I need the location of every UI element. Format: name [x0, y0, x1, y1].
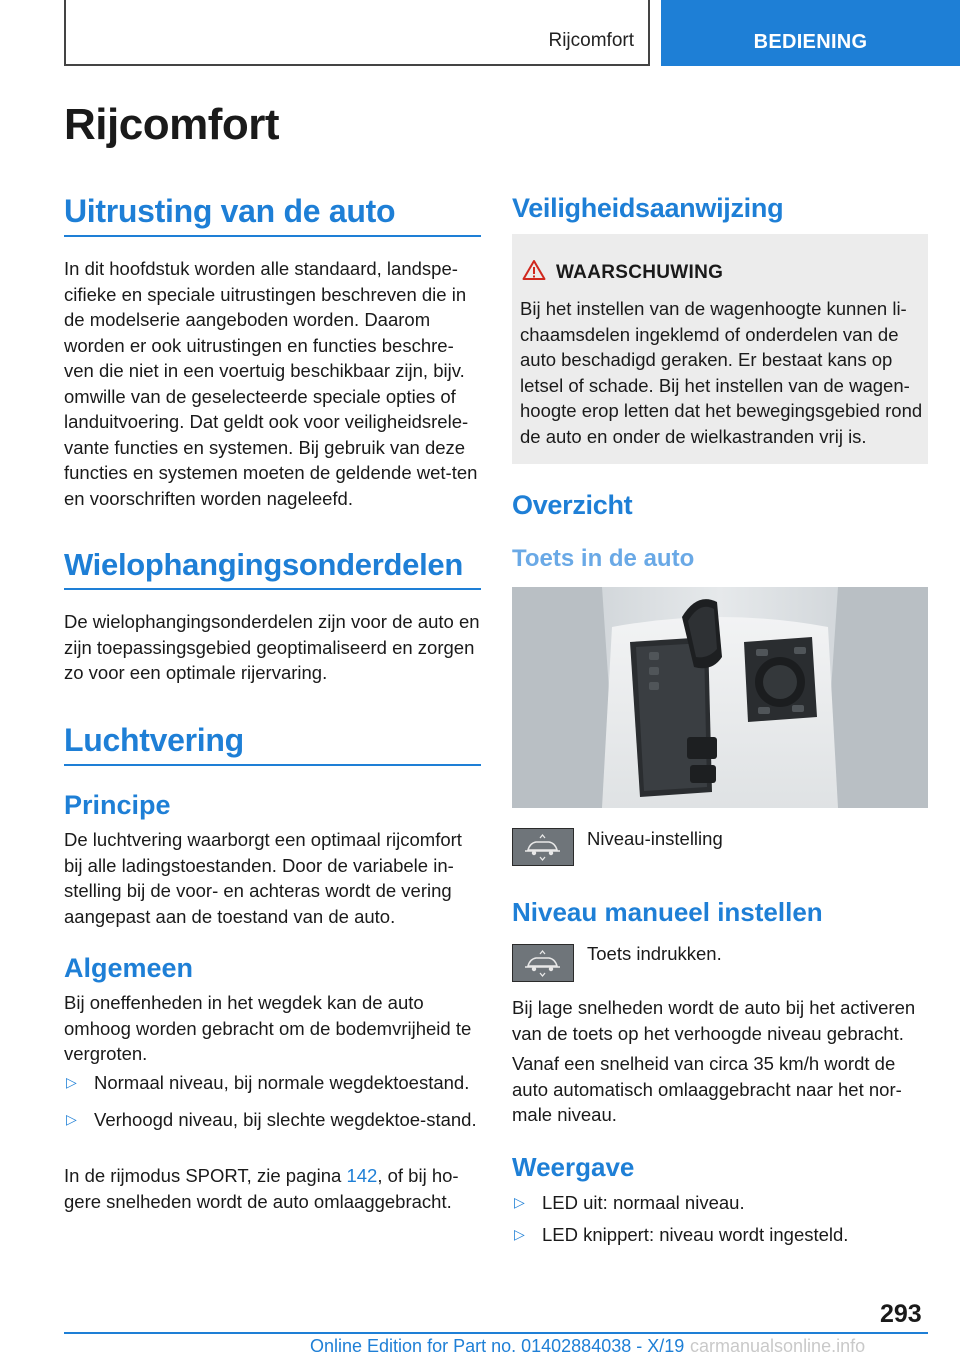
suspension-parts-text: De wielophangingsonderdelen zijn voor de auto en zijn toepassingsgebied geoptimaliseerd en zorgen zo voor een optimale rijervaring. — [64, 611, 480, 683]
warning-box — [512, 234, 928, 464]
subsection-title-principle: Principe — [64, 790, 171, 820]
manual-caption: Toets indrukken. — [587, 943, 722, 964]
header-chapter-tab — [661, 0, 960, 66]
manual-text-1: Bij lage snelheden wordt de auto bij het activeren van de toets op het verhoogde niveau gebracht. — [512, 997, 916, 1044]
warning-label: WAARSCHUWING — [556, 262, 724, 283]
section-rule — [64, 588, 481, 590]
warning-triangle-icon — [522, 259, 546, 281]
list-item: ▷ Normaal niveau, bij normale wegdektoestand. — [64, 1070, 481, 1096]
header-chapter-label: BEDIENING — [753, 31, 868, 53]
footer-rule — [64, 1332, 928, 1334]
page-link-142[interactable]: 142 — [346, 1165, 378, 1186]
level-adjust-button-icon — [512, 944, 574, 982]
header-section-box — [64, 0, 650, 66]
section-title-suspension-parts: Wielophangingsonderdelen — [64, 547, 463, 582]
button-caption: Niveau-instelling — [587, 828, 723, 849]
list-item: ▷ LED knippert: niveau wordt ingesteld. — [512, 1222, 928, 1248]
general-text: Bij oneffenheden in het wegdek kan de auto omhoog worden gebracht om de bodemvrijheid te vergroten. — [64, 992, 472, 1064]
triangle-bullet-icon: ▷ — [66, 1074, 77, 1090]
section-title-safety: Veiligheidsaanwijzing — [512, 193, 784, 223]
list-item: ▷ LED uit: normaal niveau. — [512, 1190, 928, 1216]
page-number: 293 — [880, 1300, 922, 1328]
section-title-overview: Overzicht — [512, 490, 633, 520]
section-rule — [64, 764, 481, 766]
triangle-bullet-icon: ▷ — [66, 1111, 77, 1127]
triangle-bullet-icon: ▷ — [514, 1226, 525, 1242]
footer-edition: Online Edition for Part no. 01402884038 - X/19 — [310, 1336, 685, 1356]
equipment-text: In dit hoofdstuk worden alle standaard, landspe-cifieke en speciale uitrustingen beschreven die in de modelserie aangeboden worden. Daarom worden er ook uitrustingen en functies beschre-ven die niet in een voertuig beschikbaar zijn, bijv. omwille van de geselecteerde speciale opties of landuitvoering. Dat geldt ook voor veiligheidsrele-vante functies en systemen. Bij gebruik van deze functies en systemen moeten de geldende wet-ten en voorschriften worden nageleefd. — [64, 258, 478, 509]
section-title-equipment: Uitrusting van de auto — [64, 193, 396, 229]
subsection-title-general: Algemeen — [64, 953, 194, 983]
subsection-title-display: Weergave — [512, 1152, 635, 1182]
section-title-air-suspension: Luchtvering — [64, 722, 244, 758]
warning-text: Bij het instellen van de wagenhoogte kunnen li-chaamsdelen ingeklemd of onderdelen van de auto beschadigd geraken. Er bestaat kans op letsel of schade. Bij het instellen van de wagen-hoogte erop letten dat het bewegingsgebied rond de auto en onder de wielkastranden vrij is. — [520, 298, 923, 447]
list-item: ▷ Verhoogd niveau, bij slechte wegdektoe-stand. — [64, 1107, 481, 1133]
footer-watermark: carmanualsonline.info — [690, 1336, 866, 1356]
page-title: Rijcomfort — [64, 100, 279, 149]
level-adjust-button-icon — [512, 828, 574, 866]
triangle-bullet-icon: ▷ — [514, 1194, 525, 1210]
subsection-title-manual-level: Niveau manueel instellen — [512, 897, 823, 927]
manual-text-2: Vanaf een snelheid van circa 35 km/h wordt de auto automatisch omlaaggebracht naar het nor-male niveau. — [512, 1053, 902, 1125]
principle-text: De luchtvering waarborgt een optimaal rijcomfort bij alle ladingstoestanden. Door de variabele in-stelling bij de voor- en achteras wordt de vering aangepast aan de toestand van de auto. — [64, 829, 462, 927]
section-rule — [64, 235, 481, 237]
subsection-title-button: Toets in de auto — [512, 545, 695, 572]
header-section-title: Rijcomfort — [548, 30, 634, 51]
center-console-photo — [512, 587, 928, 808]
sport-mode-text: In de rijmodus SPORT, zie pagina 142, of bij ho-gere snelheden wordt de auto omlaaggebracht. — [64, 1165, 459, 1212]
